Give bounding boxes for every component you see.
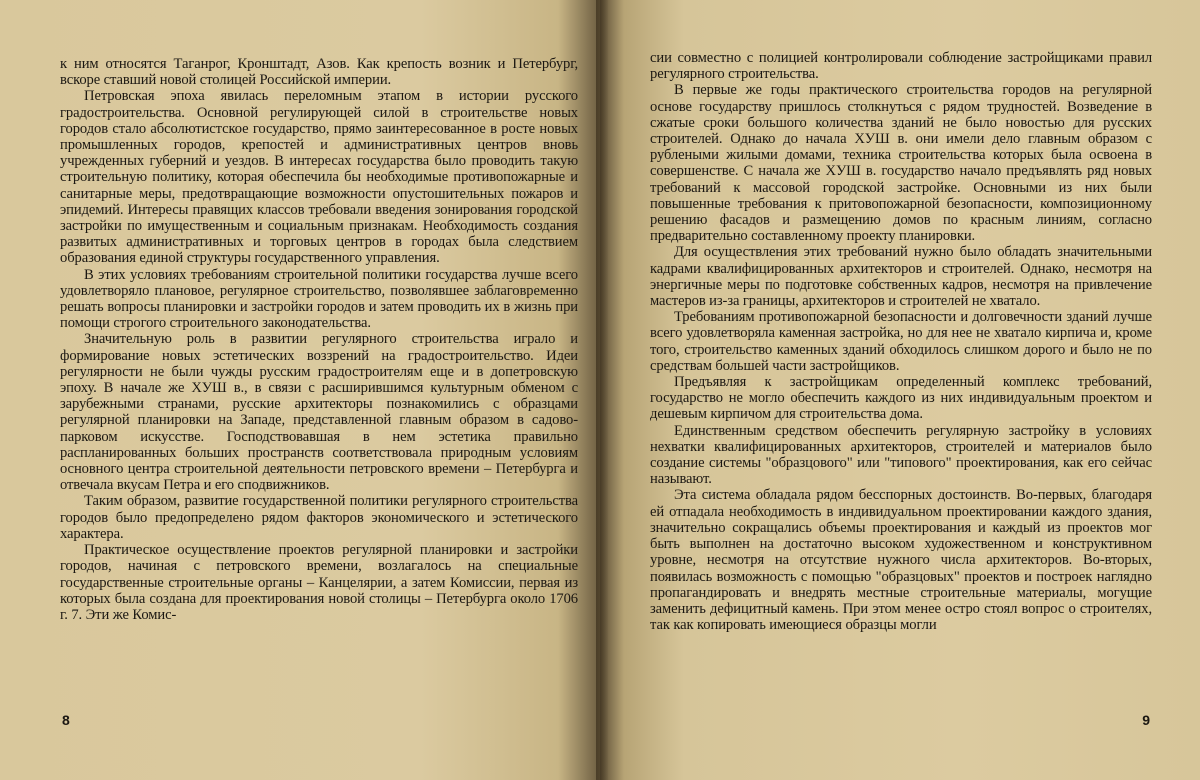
page-number: 8 [62, 712, 70, 728]
paragraph: сии совместно с полицией контролировали соблюдение застройщиками правил регулярного строительства. [650, 50, 1152, 83]
paragraph: Предъявляя к застройщикам определенный комплекс требований, государство не могло обеспечить каждого из них индивидуальным проектом и дешевым кирпичом для строительства дома. [650, 374, 1152, 423]
paragraph: Эта система обладала рядом бесспорных достоинств. Во-первых, благодаря ей отпадала необходимость в индивидуальном проектировании каждого здания, значительно сокращались объемы проектирования и каждый из проектов мог быть выполнен на достаточно высоком художественном и конструктивном уровне, несмотря на отсутствие нужного числа архитекторов. Во-вторых, появилась возможность с помощью "образцовых" проектов и построек наглядно пропагандировать и внедрять местные строительные материалы, могущие заменить дефицитный камень. При этом менее остро стоял вопрос о строителях, так как копировать имеющиеся образцы могли [650, 487, 1152, 634]
paragraph: Таким образом, развитие государственной политики регулярного строительства городов было предопределено рядом факторов экономического и эстетического характера. [60, 493, 578, 542]
paragraph: Единственным средством обеспечить регулярную застройку в условиях нехватки квалифицированных архитекторов, строителей и материалов было создание системы "образцового" или "типового" проектирования, как его сейчас называют. [650, 422, 1152, 488]
paragraph: В этих условиях требованиям строительной политики государства лучше всего удовлетворяло плановое, регулярное строительство, позволявшее заблаговременно решать вопросы планировки и застройки городов и затем проводить их в жизнь при помощи строгого строительного законодательства. [60, 266, 578, 332]
paragraph: Петровская эпоха явилась переломным этапом в истории русского градостроительства. Основной регулирующей силой в строительстве новых городов стало абсолютистское государство, прямо заинтересованное в росте новых промышленных городов, крепостей и административных центров вновь учрежденных губерний и уездов. В интересах государства было проводить такую строительную политику, которая обеспечила бы необходимые противопожарные и санитарные меры, предотвращающие возможности опустошительных пожаров и эпидемий. Интересы правящих классов требовали введения зонирования городской застройки по имущественным и социальным признакам. Необходимость создания развитых административных и торговых центров в городах была следствием образования единой структуры государственного управления. [60, 88, 578, 267]
right-page [600, 0, 1200, 780]
paragraph: В первые же годы практического строительства городов на регулярной основе государству пришлось столкнуться с рядом трудностей. Возведение в сжатые сроки большого количества зданий не было новостью для русских строителей. Однако до начала ХУШ в. они имели дело главным образом с рублеными жилыми домами, техника строительства которых была освоена в совершенстве. С начала же ХУШ в. государство начало предъявлять ряд новых требований к массовой городской застройке. Основными из них были повышенные требования к притовопожарной безопасности, композиционному решению фасадов и размещению домов по красным линиям, согласно предварительно составленному проекту планировки. [650, 82, 1152, 245]
paragraph: к ним относятся Таганрог, Кронштадт, Азов. Как крепость возник и Петербург, вскоре ставший новой столицей Российской империи. [60, 56, 578, 89]
left-page-text [60, 56, 578, 623]
paragraph: Практическое осуществление проектов регулярной планировки и застройки городов, начиная с петровского времени, возлагалось на специальные государственные строительные органы – Канцелярии, а затем Комиссии, первая из которых была создана для проектирования новой столицы – Петербурга около 1706 г. 7. Эти же Комис- [60, 542, 578, 623]
page-number: 9 [1142, 712, 1150, 728]
right-page-text [650, 50, 1152, 633]
paragraph: Для осуществления этих требований нужно было обладать значительными кадрами квалифицированных архитекторов и строителей. Однако, несмотря на энергичные меры по подготовке собственных кадров, несмотря на привлечение мастеров из-за границы, архитекторов и строителей не хватало. [650, 244, 1152, 310]
book-gutter [596, 0, 608, 780]
paragraph: Требованиям противопожарной безопасности и долговечности зданий лучше всего удовлетворяла каменная застройка, но для нее не хватало кирпича и, кроме того, строительство каменных зданий обходилось слишком дорого и было не по средствам большей части застройщиков. [650, 309, 1152, 374]
paragraph: Значительную роль в развитии регулярного строительства играло и формирование новых эстетических воззрений на градостроительство. Идеи регулярности не были чужды русским градостроителям еще и в допетровскую эпоху. В начале же ХУШ в., в связи с расширившимся культурным обменом с зарубежными странами, русские архитекторы познакомились с образцами регулярной планировки на Западе, представленной главным образом в садово-парковом искусстве. Господствовавшая в нем эстетика правильно распланированных больших пространств соответствовала природным условиям основного центра строительной деятельности петровского времени – Петербурга и отвечала вкусам Петра и его сподвижников. [60, 331, 578, 494]
